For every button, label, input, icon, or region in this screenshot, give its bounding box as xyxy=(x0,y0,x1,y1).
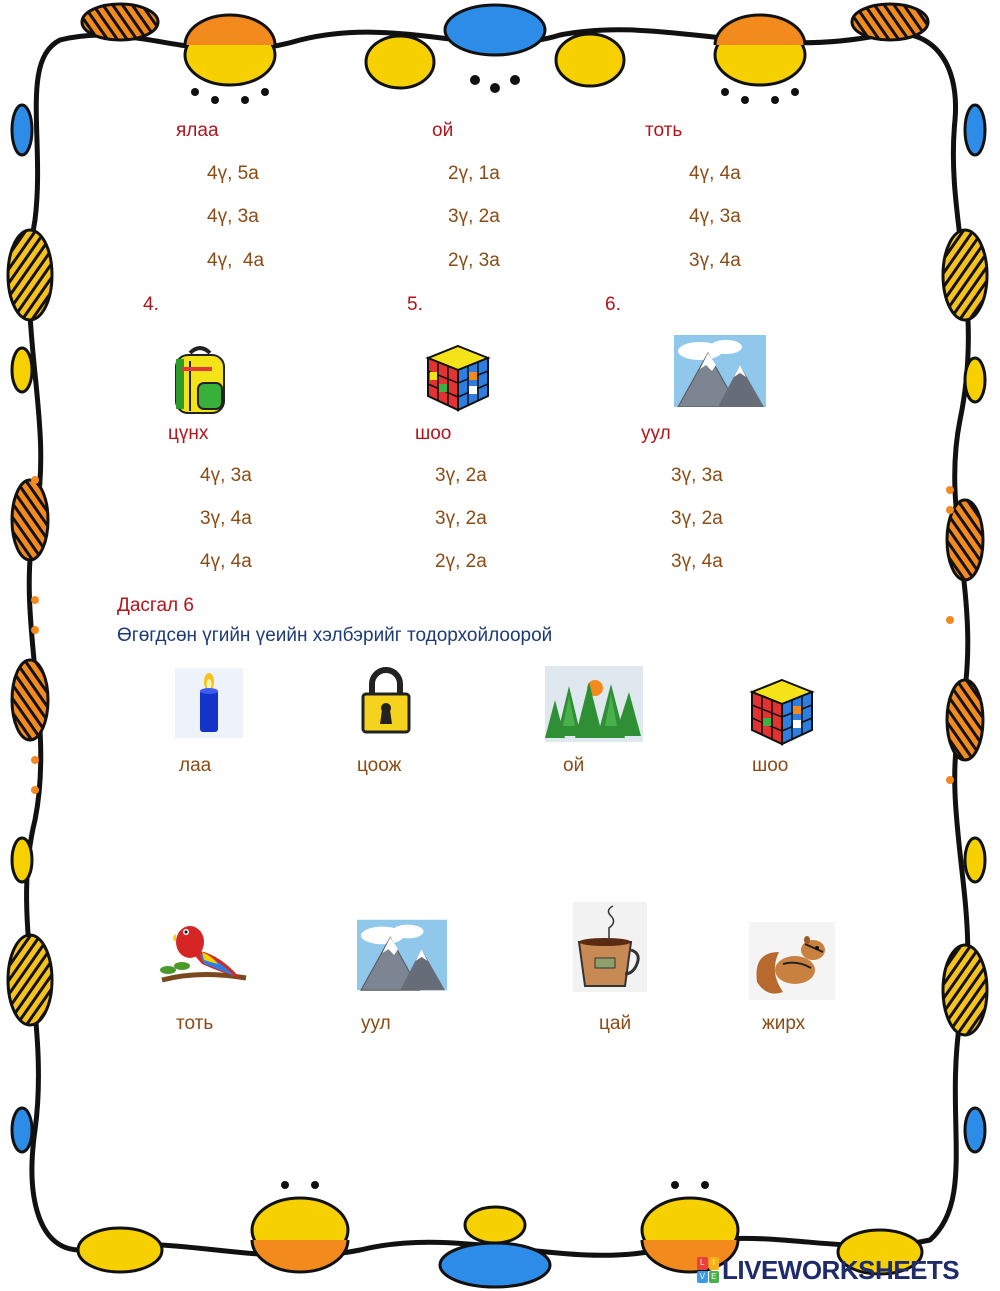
logo-badge-i: I xyxy=(709,1257,720,1270)
exercise6-title: Дасгал 6 xyxy=(117,595,194,616)
exercise6-instruction: Өгөгдсөн үгийн үеийн хэлбэрийг тодорхойлоорой xyxy=(117,625,553,646)
word-shoo-2: шоо xyxy=(752,755,789,776)
candle-icon xyxy=(175,668,243,738)
rubiks-cube-icon-2 xyxy=(748,676,816,748)
word-laa: лаа xyxy=(179,755,212,776)
chipmunk-icon xyxy=(749,922,835,1000)
item-number-6: 6. xyxy=(605,294,621,315)
option-ylaa-2[interactable]: 4ү, 3а xyxy=(207,206,259,227)
mountain-icon xyxy=(674,335,766,407)
backpack-icon xyxy=(170,345,230,417)
logo-badge-e: E xyxy=(709,1271,720,1284)
logo-badge xyxy=(697,1257,719,1283)
option-shoo-1[interactable]: 3ү, 2а xyxy=(435,465,487,486)
word-oi: ой xyxy=(432,120,454,141)
word-uul: уул xyxy=(641,423,671,444)
word-tot-2: тоть xyxy=(176,1013,214,1034)
option-oi-3[interactable]: 2ү, 3а xyxy=(448,250,500,271)
logo-badge-v: V xyxy=(697,1271,708,1284)
item-number-4: 4. xyxy=(143,294,159,315)
option-tsunkh-3[interactable]: 4ү, 4а xyxy=(200,551,252,572)
brand-name: LIVEWORKSHEETS xyxy=(722,1254,960,1285)
word-shoo: шоо xyxy=(415,423,452,444)
word-jirkh: жирх xyxy=(762,1013,806,1034)
item-number-5: 5. xyxy=(407,294,423,315)
word-tot: тоть xyxy=(645,120,683,141)
logo-badge-l: L xyxy=(697,1257,708,1270)
liveworksheets-logo xyxy=(697,1255,959,1285)
option-shoo-3[interactable]: 2ү, 2а xyxy=(435,551,487,572)
option-ylaa-3[interactable]: 4ү, 4а xyxy=(207,250,265,271)
tea-cup-icon xyxy=(573,902,647,992)
option-tsunkh-1[interactable]: 4ү, 3а xyxy=(200,465,252,486)
word-tsooj: цоож xyxy=(357,755,402,776)
word-ylaa: ялаа xyxy=(176,120,219,141)
word-oi-2: ой xyxy=(563,755,585,776)
word-tsunkh: цүнх xyxy=(168,423,209,444)
option-uul-3[interactable]: 3ү, 4а xyxy=(671,551,723,572)
option-ylaa-1[interactable]: 4ү, 5а xyxy=(207,163,259,184)
option-oi-1[interactable]: 2ү, 1а xyxy=(448,163,500,184)
forest-icon xyxy=(545,666,643,742)
word-tsai: цай xyxy=(599,1013,632,1034)
word-uul-2: уул xyxy=(361,1013,391,1034)
option-uul-2[interactable]: 3ү, 2а xyxy=(671,508,723,529)
option-uul-1[interactable]: 3ү, 3а xyxy=(671,465,723,486)
option-oi-2[interactable]: 3ү, 2а xyxy=(448,206,500,227)
option-shoo-2[interactable]: 3ү, 2а xyxy=(435,508,487,529)
option-tot-2[interactable]: 4ү, 3а xyxy=(689,206,741,227)
parrot-icon xyxy=(160,920,248,988)
option-tsunkh-2[interactable]: 3ү, 4а xyxy=(200,508,252,529)
padlock-icon xyxy=(360,664,412,736)
option-tot-1[interactable]: 4ү, 4а xyxy=(689,163,741,184)
option-tot-3[interactable]: 3ү, 4а xyxy=(689,250,741,271)
top-sun-left xyxy=(185,15,275,85)
mountain-icon-2 xyxy=(357,918,447,992)
rubiks-cube-icon xyxy=(424,342,492,414)
